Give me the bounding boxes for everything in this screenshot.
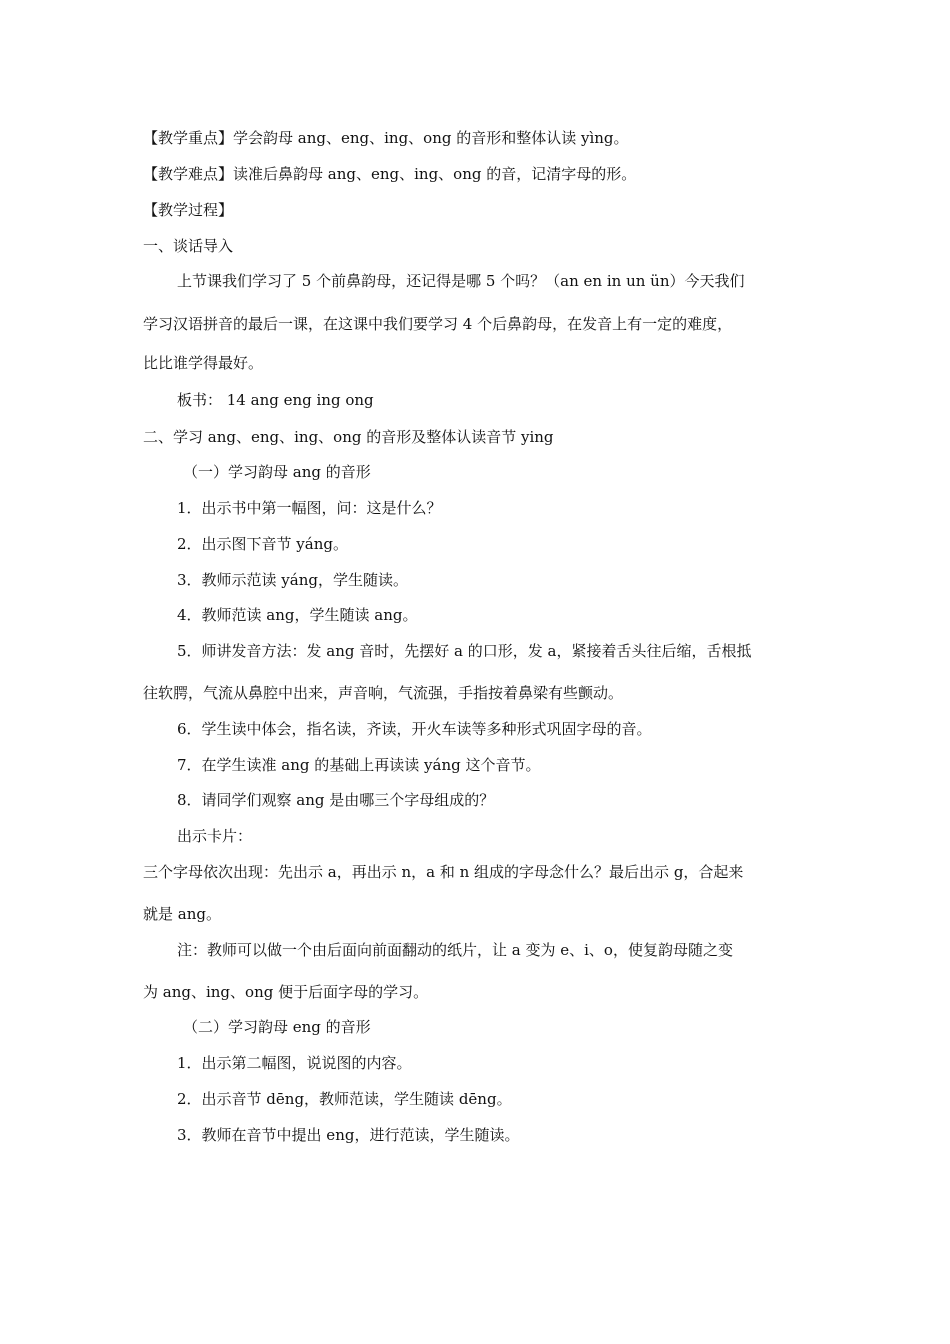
list-item: 1．出示书中第一幅图，问：这是什么？ [177,499,442,517]
section2-heading: 二、学习 ang、eng、ing、ong 的音形及整体认读音节 ying [143,428,554,446]
intro-paragraph-line: 上节课我们学习了 5 个前鼻韵母，还记得是哪 5 个吗？（an en in un ün）今天我们 [177,272,745,290]
show-card-line: 出示卡片： [177,827,253,845]
list-item: 6．学生读中体会，指名读，齐读，开火车读等多种形式巩固字母的音。 [177,720,652,738]
list-item: 4．教师范读 ang，学生随读 ang。 [177,606,418,624]
note-paragraph-line: 为 ang、ing、ong 便于后面字母的学习。 [143,983,429,1001]
intro-paragraph-line: 学习汉语拼音的最后一课，在这课中我们要学习 4 个后鼻韵母，在发音上有一定的难度， [143,315,733,333]
section1-heading: 一、谈话导入 [143,237,234,255]
process-heading: 【教学过程】 [143,201,234,219]
list-item-continuation: 往软腭，气流从鼻腔中出来，声音响，气流强，手指按着鼻梁有些颤动。 [143,684,624,702]
cards-paragraph-line: 三个字母依次出现：先出示 a，再出示 n，a 和 n 组成的字母念什么？最后出示 g，合起来 [143,863,744,881]
note-paragraph-line: 注：教师可以做一个由后面向前面翻动的纸片，让 a 变为 e、i、o，使复韵母随之变 [177,941,733,959]
difficulties-line: 【教学难点】读准后鼻韵母 ang、eng、ing、ong 的音，记清字母的形。 [143,165,637,183]
cards-paragraph-line: 就是 ang。 [143,905,221,923]
list-item: 2．出示音节 dēng，教师范读，学生随读 dēng。 [177,1090,512,1108]
list-item: 1．出示第二幅图，说说图的内容。 [177,1054,412,1072]
list-item: 5．师讲发音方法：发 ang 音时，先摆好 a 的口形，发 a，紧接着舌头往后缩，舌根抵 [177,642,752,660]
subsection2-heading: （二）学习韵母 eng 的音形 [183,1018,371,1036]
list-item: 3．教师示范读 yáng，学生随读。 [177,571,408,589]
key-points-line: 【教学重点】学会韵母 ang、eng、ing、ong 的音形和整体认读 yìng。 [143,129,629,147]
list-item: 8．请同学们观察 ang 是由哪三个字母组成的？ [177,791,495,809]
board-writing-line: 板书： 14 ang eng ing ong [177,391,374,409]
subsection1-heading: （一）学习韵母 ang 的音形 [183,463,371,481]
list-item: 7．在学生读准 ang 的基础上再读读 yáng 这个音节。 [177,756,541,774]
list-item: 2．出示图下音节 yáng。 [177,535,348,553]
list-item: 3．教师在音节中提出 eng，进行范读，学生随读。 [177,1126,520,1144]
intro-paragraph-line: 比比谁学得最好。 [143,354,264,372]
